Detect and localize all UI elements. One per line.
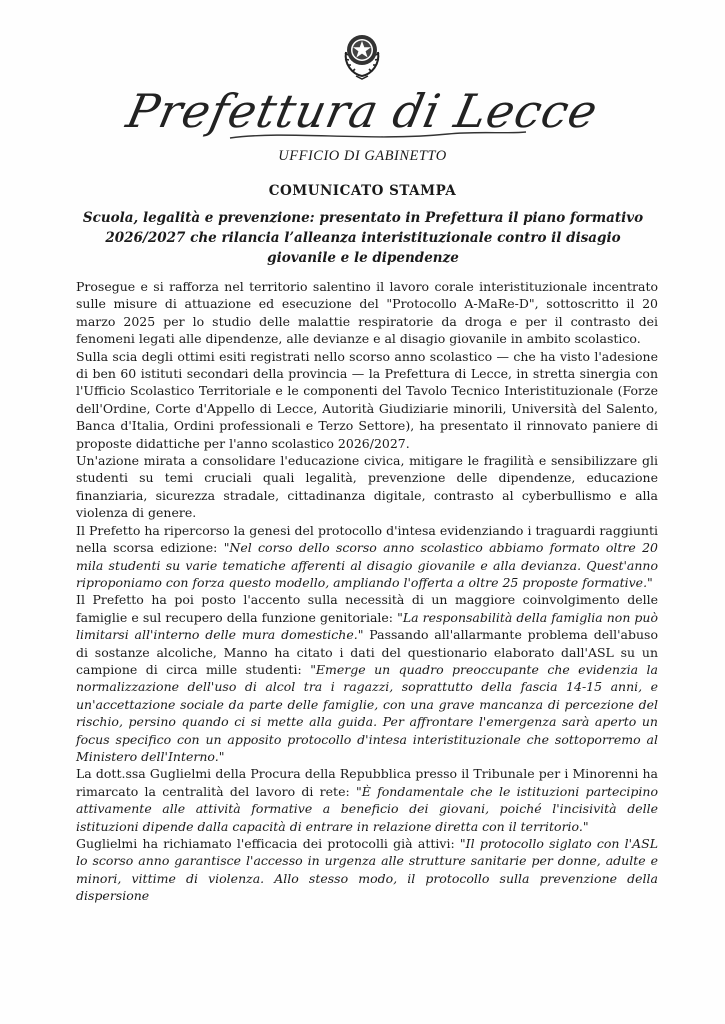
italian-republic-emblem-icon: [338, 22, 386, 80]
quote: "La responsabilità della famiglia non può limitarsi all'interno delle mura domestiche.": [76, 609, 658, 643]
body-text: [76, 278, 658, 905]
quote: "Emerge un quadro preoccupante che evidenzia la normalizzazione dell'uso di alcol tra i ragazzi, soprattutto della fascia 14-15 anni, e un'accettazione sociale da parte delle famiglie, con una grave mancanza di percezione del rischio, persino quando ci si mette alla guida. Per affrontare l'emergenza sarà aperto un focus specifico con un apposito protocollo d'intesa interistituzionale che sottoporremo al Ministero dell'Interno.": [76, 661, 658, 764]
office-name: UFFICIO DI GABINETTO: [278, 148, 447, 164]
title-flourish: [228, 128, 528, 142]
institution-title: Prefettura di Lecce: [122, 84, 603, 138]
paragraph: La dott.ssa Guglielmi della Procura della Repubblica presso il Tribunale per i Minorenni ha rimarcato la centralità del lavoro di rete: "È fondamentale che le istituzioni partecipino attivamente alle attività formative a beneficio dei giovani, poiché l'incisività delle istituzioni dipende dalla capacità di entrare in relazione diretta con il territorio.": [76, 766, 658, 834]
quote: "È fondamentale che le istituzioni partecipino attivamente alle attività formative a beneficio dei giovani, poiché l'incisività delle istituzioni dipende dalla capacità di entrare in relazione diretta con il territorio.": [76, 783, 658, 834]
paragraph: Il Prefetto ha ripercorso la genesi del protocollo d'intesa evidenziando i traguardi raggiunti nella scorsa edizione: "Nel corso dello scorso anno scolastico abbiamo formato oltre 20 mila studenti su varie tematiche afferenti al disagio giovanile e alla devianza. Quest'anno riproponiamo con forza questo modello, ampliando l'offerta a oltre 25 proposte formative.": [76, 522, 659, 590]
headline: Scuola, legalità e prevenzione: presentato in Prefettura il piano formativo 2026/2027 che rilancia l’alleanza interistituzionale contro il disagio giovanile e le dipendenze: [82, 210, 644, 266]
paragraph: Un'azione mirata a consolidare l'educazione civica, mitigare le fragilità e sensibilizzare gli studenti su temi cruciali quali legalità, prevenzione delle dipendenze, educazione finanziaria, sicurezza stradale, cittadinanza digitale, contrasto al cyberbullismo e alla violenza di genere.: [76, 453, 658, 521]
paragraph: Prosegue e si rafforza nel territorio salentino il lavoro corale interistituzionale incentrato sulle misure di attuazione ed esecuzione del "Protocollo A-MaRe-D", sottoscritto il 20 marzo 2025 per lo studio delle malattie respiratorie da droga e per il contrasto dei fenomeni legati alle dipendenze, alle devianze e al disagio giovanile in ambito scolastico.: [76, 279, 658, 347]
paragraph: Sulla scia degli ottimi esiti registrati nello scorso anno scolastico — che ha visto l'adesione di ben 60 istituti secondari della provincia — la Prefettura di Lecce, in stretta sinergia con l'Ufficio Scolastico Territoriale e le componenti del Tavolo Tecnico Interistituzionale (Forze dell'Ordine, Corte d'Appello di Lecce, Autorità Giudiziarie minorili, Università del Salento, Banca d'Italia, Ordini professionali e Terzo Settore), ha presentato il rinnovato paniere di proposte didattiche per l'anno scolastico 2026/2027.: [76, 348, 658, 451]
paragraph: Guglielmi ha richiamato l'efficacia dei protocolli già attivi: "Il protocollo siglato con l'ASL lo scorso anno garantisce l'accesso in urgenza alle strutture sanitarie per donne, adulte e minori, vittime di violenza. Allo stesso modo, il protocollo sulla prevenzione della dispersione: [76, 836, 658, 904]
document-type: COMUNICATO STAMPA: [268, 183, 457, 199]
quote: "Il protocollo siglato con l'ASL lo scorso anno garantisce l'accesso in urgenza alle strutture sanitarie per donne, adulte e minori, vittime di violenza. Allo stesso modo, il protocollo sulla prevenzione della dispersione: [76, 836, 658, 904]
paragraph: Il Prefetto ha poi posto l'accento sulla necessità di un maggiore coinvolgimento delle famiglie e sul recupero della funzione genitoriale: "La responsabilità della famiglia non può limitarsi all'interno delle mura domestiche." Passando all'allarmante problema dell'abuso di sostanze alcoliche, Manno ha citato i dati del questionario elaborato dall'ASL su un campione di circa mille studenti: "Emerge un quadro preoccupante che evidenzia la normalizzazione dell'uso di alcol tra i ragazzi, soprattutto della fascia 14-15 anni, e un'accettazione sociale da parte delle famiglie, con una grave mancanza di percezione del rischio, persino quando ci si mette alla guida. Per affrontare l'emergenza sarà aperto un focus specifico con un apposito protocollo d'intesa interistituzionale che sottoporremo al Ministero dell'Interno.": [76, 592, 658, 764]
quote: "Nel corso dello scorso anno scolastico abbiamo formato oltre 20 mila studenti su varie tematiche afferenti al disagio giovanile e alla devianza. Quest'anno riproponiamo con forza questo modello, ampliando l'offerta a oltre 25 proposte formative.": [76, 540, 659, 590]
